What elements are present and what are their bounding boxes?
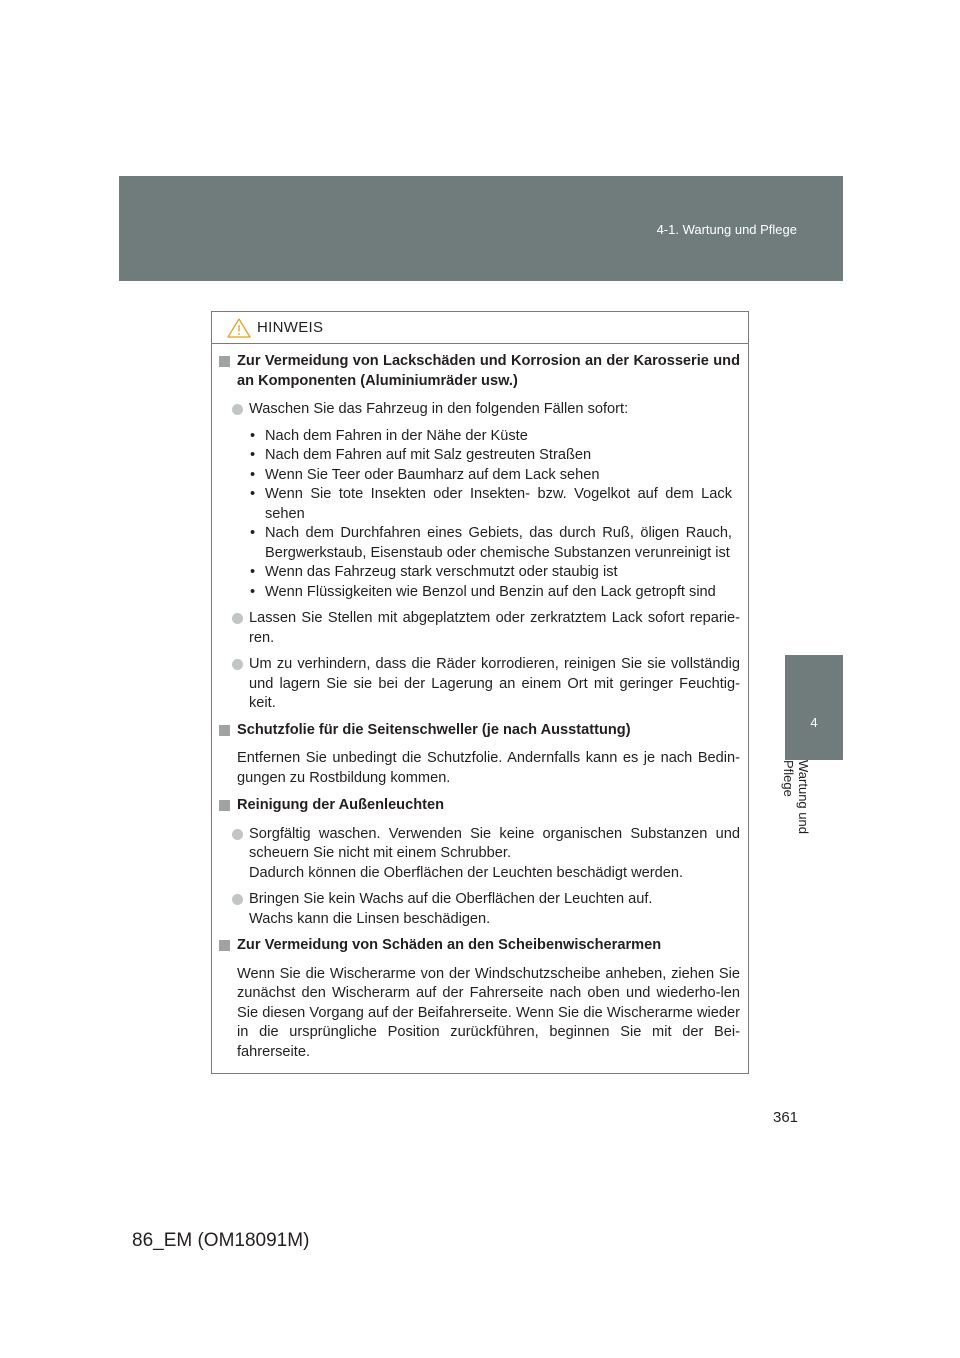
bullet-item: Waschen Sie das Fahrzeug in den folgenden Fällen sofort: <box>219 400 740 420</box>
document-code: 86_EM (OM18091M) <box>132 1230 310 1251</box>
chapter-tab <box>785 655 843 760</box>
sub-list-item: • Wenn Flüssigkeiten wie Benzol und Benzin auf den Lack getropft sind <box>219 583 740 603</box>
square-bullet-icon <box>219 725 230 736</box>
circle-bullet-icon <box>232 404 243 415</box>
chapter-label: Wartung und Pflege <box>781 760 811 834</box>
section-protective-film <box>219 721 740 789</box>
header-band <box>119 176 843 281</box>
square-bullet-icon <box>219 800 230 811</box>
sub-list-item: • Nach dem Fahren in der Nähe der Küste <box>219 427 740 447</box>
notice-title: HINWEIS <box>257 319 324 336</box>
bullet-item: Bringen Sie kein Wachs auf die Oberflächen der Leuchten auf. Wachs kann die Linsen beschädigen. <box>219 890 740 929</box>
sub-list <box>219 427 740 603</box>
sub-list-item: • Wenn das Fahrzeug stark verschmutzt oder staubig ist <box>219 563 740 583</box>
section-heading: Schutzfolie für die Seitenschweller (je nach Ausstattung) <box>219 721 740 741</box>
sub-list-item: • Nach dem Fahren auf mit Salz gestreuten Straßen <box>219 446 740 466</box>
warning-triangle-icon <box>227 318 251 338</box>
section-paragraph: Entfernen Sie unbedingt die Schutzfolie. Andernfalls kann es je nach Bedin-gungen zu Rostbildung kommen. <box>237 750 740 786</box>
sub-list-item: • Wenn Sie Teer oder Baumharz auf dem Lack sehen <box>219 466 740 486</box>
bullet-item: Lassen Sie Stellen mit abgeplatztem oder zerkratztem Lack sofort reparie-ren. <box>219 609 740 648</box>
section-exterior-lights <box>219 796 740 929</box>
notice-header <box>212 312 748 344</box>
bullet-item: Um zu verhindern, dass die Räder korrodieren, reinigen Sie sie vollständig und lagern Sie sie bei der Lagerung an einem Ort mit geringer Feuchtig-keit. <box>219 655 740 714</box>
sub-list-item: • Wenn Sie tote Insekten oder Insekten- bzw. Vogelkot auf dem Lack sehen <box>219 485 740 524</box>
square-bullet-icon <box>219 356 230 367</box>
notice-body <box>212 352 748 1070</box>
section-heading: Reinigung der Außenleuchten <box>219 796 740 816</box>
bullet-item: Sorgfältig waschen. Verwenden Sie keine organischen Substanzen und scheuern Sie nicht mit einem Schrubber. Dadurch können die Oberflächen der Leuchten beschädigt werden. <box>219 825 740 884</box>
page-number: 361 <box>773 1109 799 1126</box>
section-wiper-arms <box>219 936 740 1062</box>
section-paragraph: Wenn Sie die Wischerarme von der Windschutzscheibe anheben, ziehen Sie zunächst den Wischerarm auf der Fahrerseite nach oben und wiederho-len Sie diesen Vorgang auf der Beifahrerseite. Wenn Sie die Wischerarme wieder in die ursprüngliche Position zurückführen, beginnen Sie mit der Bei-fahrerseite. <box>237 965 740 1060</box>
notice-box <box>211 311 749 1074</box>
section-title: 4-1. Wartung und Pflege <box>656 222 797 237</box>
square-bullet-icon <box>219 940 230 951</box>
sub-list-item: • Nach dem Durchfahren eines Gebiets, das durch Ruß, öligen Rauch, Bergwerkstaub, Eisenstaub oder chemische Substanzen verunreinigt ist <box>219 524 740 563</box>
section-corrosion <box>219 352 740 714</box>
circle-bullet-icon <box>232 894 243 905</box>
circle-bullet-icon <box>232 829 243 840</box>
section-heading: Zur Vermeidung von Lackschäden und Korrosion an der Karosserie und an Komponenten (Aluminiumräder usw.) <box>219 352 740 391</box>
section-heading: Zur Vermeidung von Schäden an den Scheibenwischerarmen <box>219 936 740 956</box>
chapter-number: 4 <box>810 715 818 730</box>
circle-bullet-icon <box>232 659 243 670</box>
circle-bullet-icon <box>232 613 243 624</box>
